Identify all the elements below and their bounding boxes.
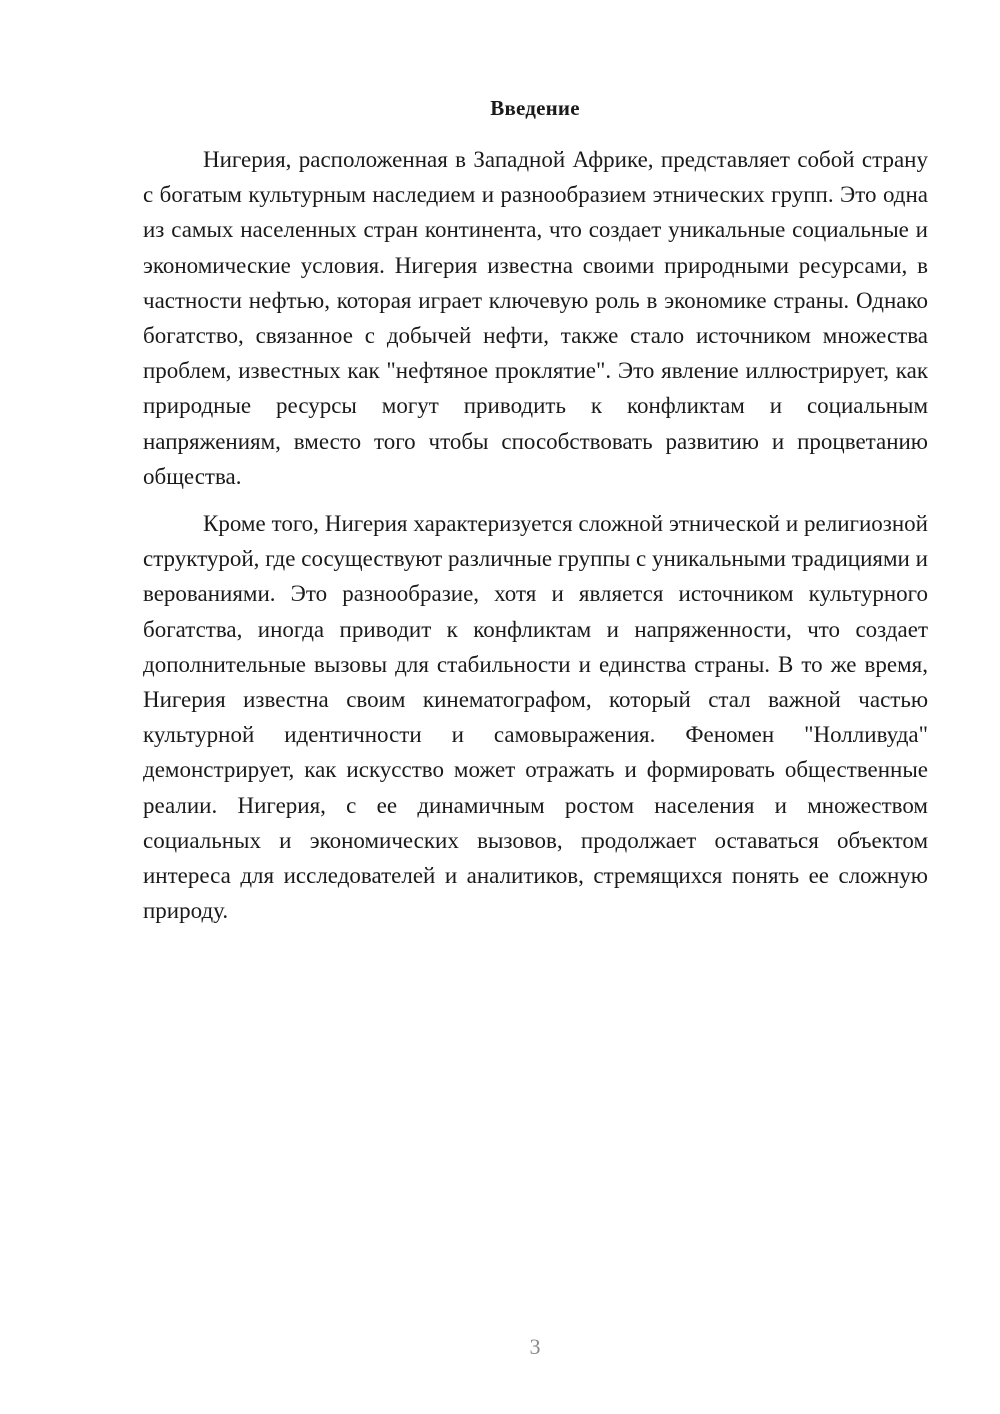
page-number: 3 (529, 1334, 541, 1359)
body-text (143, 142, 928, 928)
paragraph-1: Нигерия, расположенная в Западной Африке, представляет собой страну с богатым культурным наследием и разнообразием этнических групп. Это одна из самых населенных стран континента, что создает уникальные социальные и экономические условия. Нигерия известна своими природными ресурсами, в частности нефтью, которая играет ключевую роль в экономике страны. Однако богатство, связанное с добычей нефти, также стало источником множества проблем, известных как "нефтяное проклятие". Это явление иллюстрирует, как природные ресурсы могут приводить к конфликтам и социальным напряжениям, вместо того чтобы способствовать развитию и процветанию общества. (143, 147, 928, 489)
section-heading: Введение (490, 96, 580, 120)
paragraph-2: Кроме того, Нигерия характеризуется сложной этнической и религиозной структурой, где сосуществуют различные группы с уникальными традициями и верованиями. Это разнообразие, хотя и является источником культурного богатства, иногда приводит к конфликтам и напряженности, что создает дополнительные вызовы для стабильности и единства страны. В то же время, Нигерия известна своим кинематографом, который стал важной частью культурной идентичности и самовыражения. Феномен "Нолливуда" демонстрирует, как искусство может отражать и формировать общественные реалии. Нигерия, с ее динамичным ростом населения и множеством социальных и экономических вызовов, продолжает оставаться объектом интереса для исследователей и аналитиков, стремящихся понять ее сложную природу. (143, 511, 928, 924)
